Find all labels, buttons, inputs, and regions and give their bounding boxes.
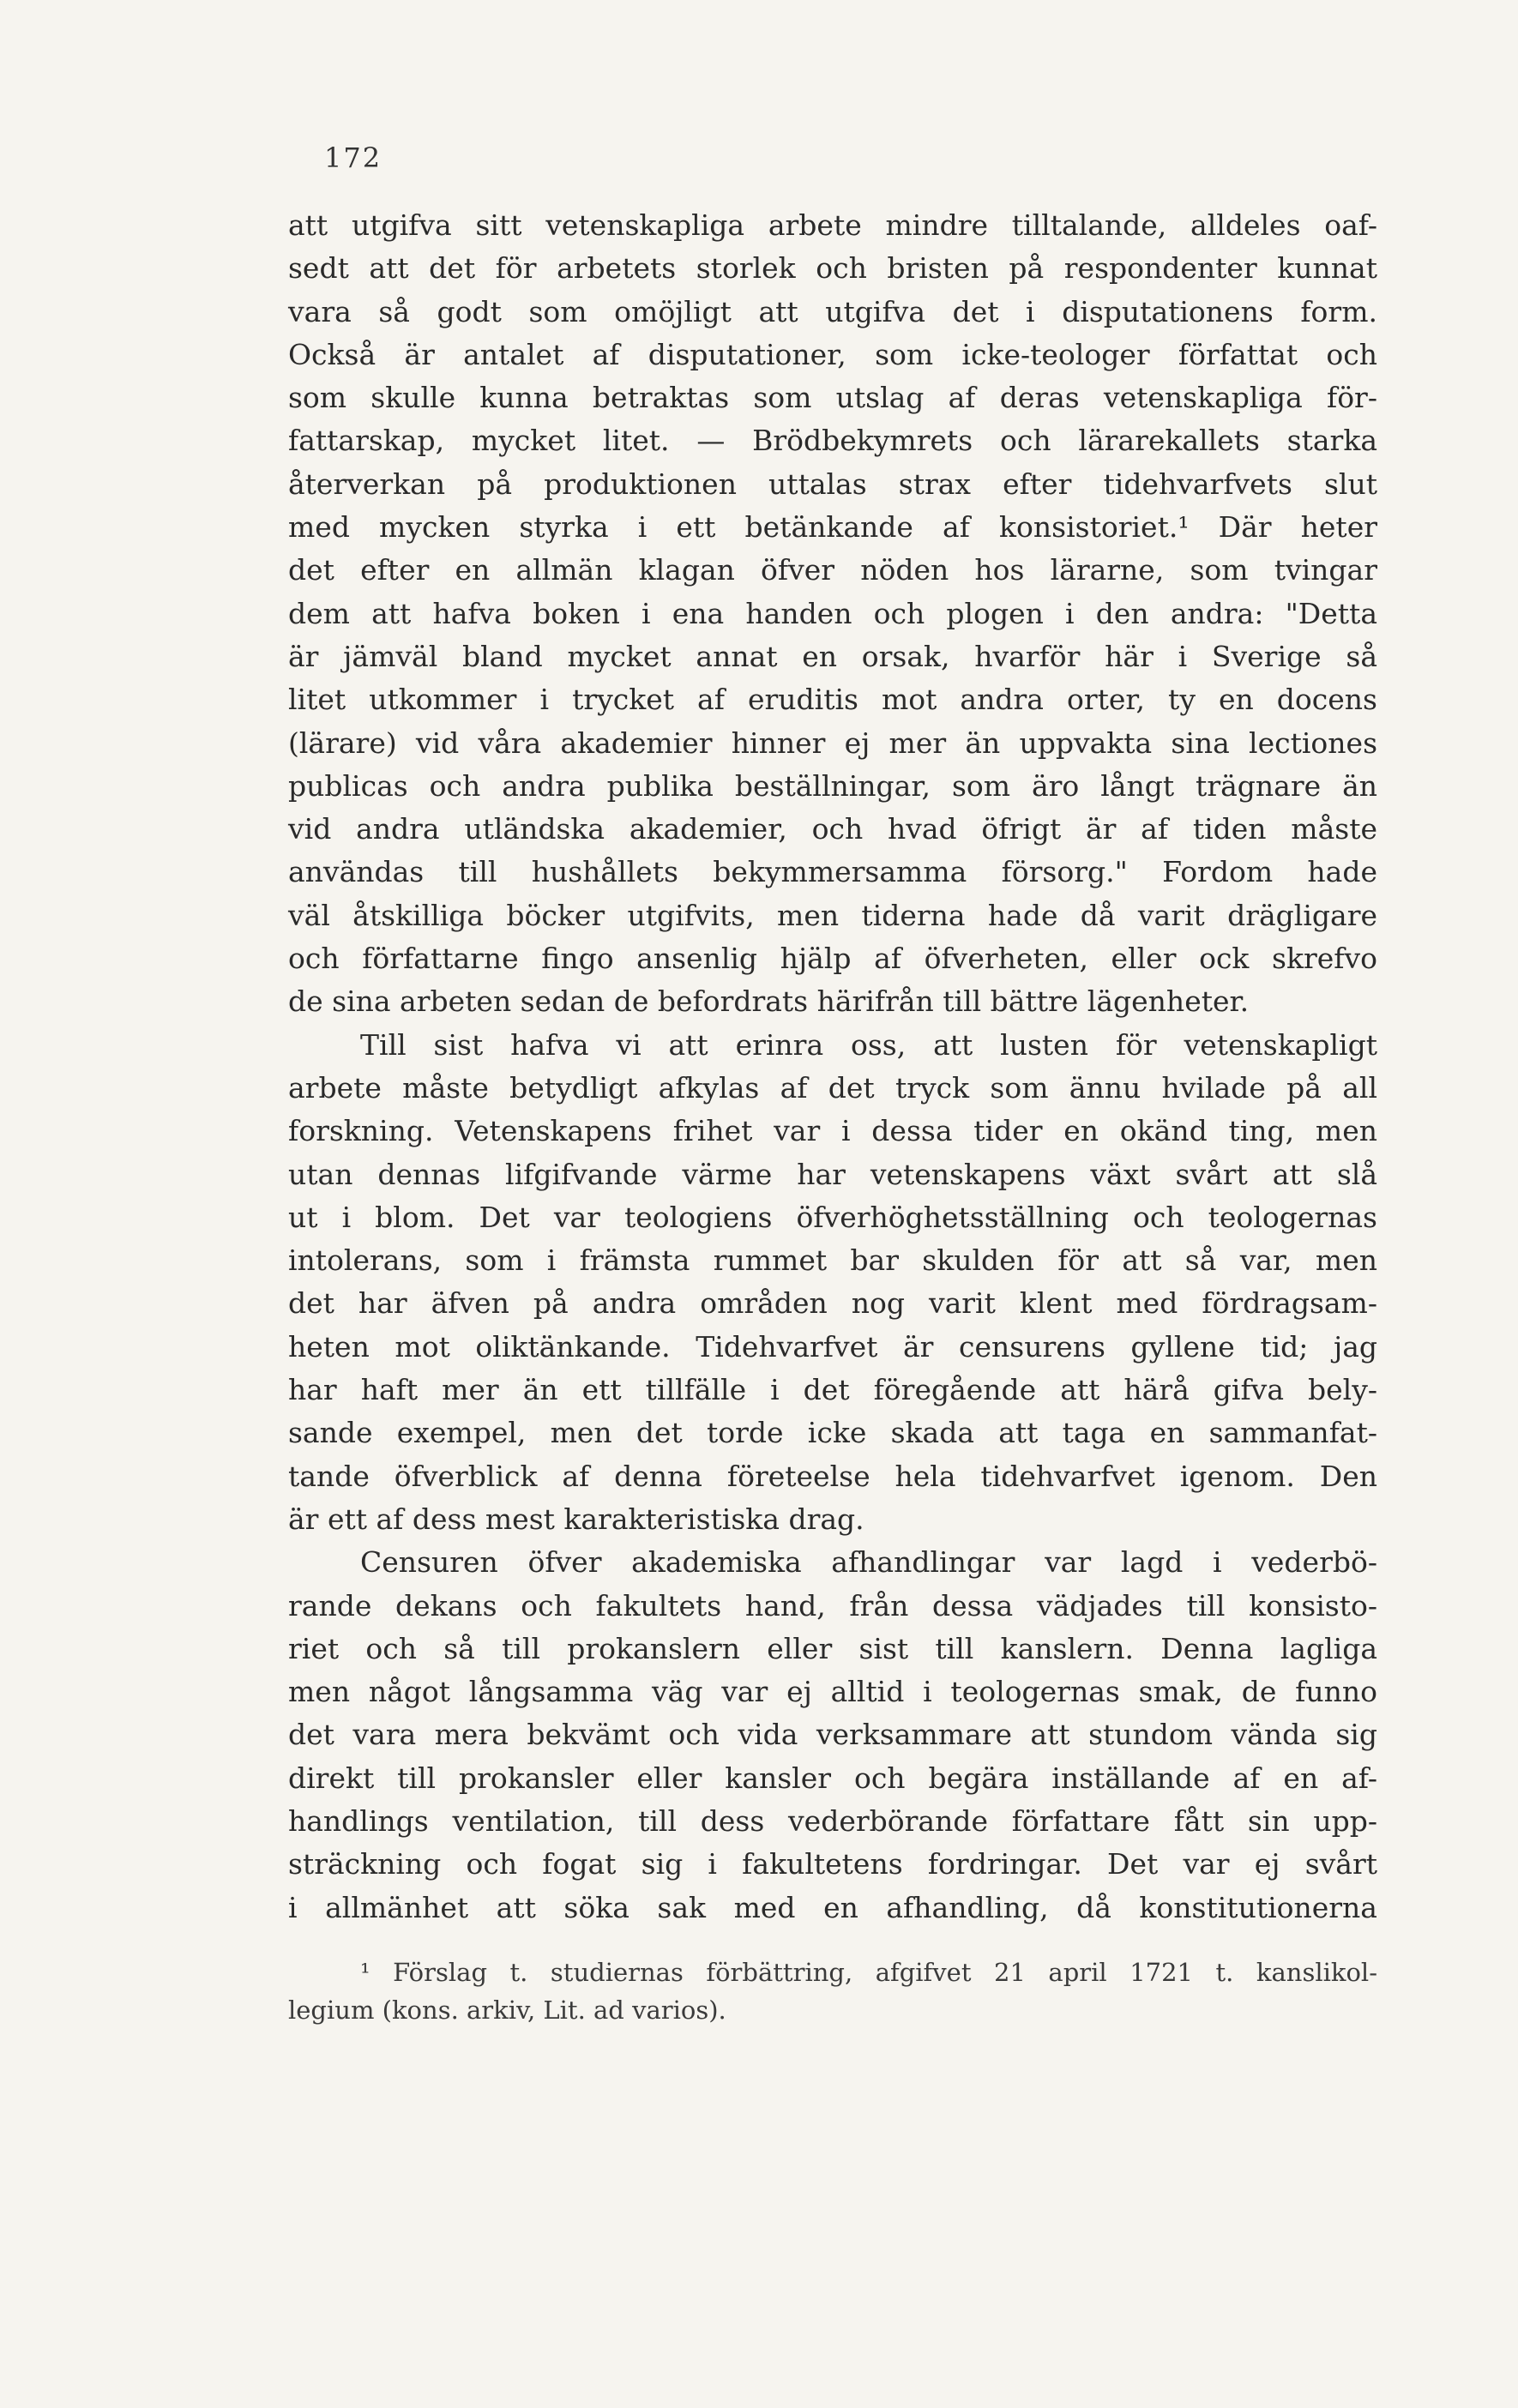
- footnote-line: legium (kons. arkiv, Lit. ad varios).: [288, 1996, 726, 2025]
- text-line: har haft mer än ett tillfälle i det föregående att härå gifva bely-: [288, 1373, 1377, 1407]
- text-line: arbete måste betydligt afkylas af det tryck som ännu hvilade på all: [288, 1070, 1377, 1105]
- text-line: utan dennas lifgifvande värme har vetenskapens växt svårt att slå: [288, 1157, 1377, 1191]
- text-line: är ett af dess mest karakteristiska drag.: [288, 1502, 864, 1536]
- text-line: direkt till prokansler eller kansler och begära inställande af en af-: [288, 1761, 1377, 1795]
- text-line: det vara mera bekvämt och vida verksammare att stundom vända sig: [288, 1718, 1377, 1752]
- text-line: men något långsamma väg var ej alltid i teologernas smak, de funno: [288, 1675, 1377, 1709]
- text-line: forskning. Vetenskapens frihet var i dessa tider en okänd ting, men: [288, 1114, 1377, 1148]
- text-line: i allmänhet att söka sak med en afhandling, då konstitutionerna: [288, 1890, 1377, 1924]
- text-line: Censuren öfver akademiska afhandlingar var lagd i vederbö-: [360, 1545, 1377, 1580]
- text-line: det efter en allmän klagan öfver nöden hos lärarne, som tvingar: [288, 553, 1377, 587]
- text-line: publicas och andra publika beställningar, som äro långt trägnare än: [288, 768, 1377, 803]
- text-line: dem att hafva boken i ena handen och plogen i den andra: "Detta: [288, 596, 1377, 630]
- text-line: vara så godt som omöjligt att utgifva det i disputationens form.: [288, 294, 1377, 328]
- text-line: det har äfven på andra områden nog varit klent med fördragsam-: [288, 1286, 1377, 1321]
- text-line: intolerans, som i främsta rummet bar skulden för att så var, men: [288, 1243, 1377, 1278]
- text-line: Till sist hafva vi att erinra oss, att lusten för vetenskapligt: [360, 1027, 1377, 1062]
- text-line: användas till hushållets bekymmersamma försorg." Fordom hade: [288, 855, 1377, 889]
- text-line: återverkan på produktionen uttalas strax efter tidehvarfvets slut: [288, 467, 1377, 501]
- text-line: fattarskap, mycket litet. — Brödbekymrets och lärarekallets starka: [288, 424, 1377, 458]
- text-line: de sina arbeten sedan de befordrats härifrån till bättre lägenheter.: [288, 984, 1250, 1019]
- text-line: heten mot oliktänkande. Tidehvarfvet är censurens gyllene tid; jag: [288, 1329, 1377, 1364]
- text-line: handlings ventilation, till dess vederbörande författare fått sin upp-: [288, 1803, 1377, 1838]
- text-line: vid andra utländska akademier, och hvad öfrigt är af tiden måste: [288, 812, 1377, 846]
- text-line: med mycken styrka i ett betänkande af konsistoriet.¹ Där heter: [288, 510, 1377, 545]
- body-text: [288, 204, 1377, 1929]
- text-line: och författarne fingo ansenlig hjälp af öfverheten, eller ock skrefvo: [288, 942, 1377, 976]
- footnotes: [288, 1953, 1377, 2029]
- text-line: Också är antalet af disputationer, som icke-teologer författat och: [288, 337, 1377, 371]
- text-line: ut i blom. Det var teologiens öfverhöghetsställning och teologernas: [288, 1200, 1377, 1234]
- text-line: riet och så till prokanslern eller sist till kanslern. Denna lagliga: [288, 1631, 1377, 1665]
- footnote-line: ¹ Förslag t. studiernas förbättring, afgifvet 21 april 1721 t. kanslikol-: [360, 1958, 1377, 1987]
- text-line: att utgifva sitt vetenskapliga arbete mindre tilltalande, alldeles oaf-: [288, 208, 1377, 242]
- page-number: 172: [324, 141, 383, 174]
- text-line: väl åtskilliga böcker utgifvits, men tiderna hade då varit drägligare: [288, 898, 1377, 932]
- text-line: är jämväl bland mycket annat en orsak, hvarför här i Sverige så: [288, 639, 1377, 673]
- text-line: tande öfverblick af denna företeelse hela tidehvarfvet igenom. Den: [288, 1459, 1377, 1493]
- text-line: sträckning och fogat sig i fakultetens fordringar. Det var ej svårt: [288, 1847, 1377, 1881]
- text-line: som skulle kunna betraktas som utslag af deras vetenskapliga för-: [288, 381, 1377, 415]
- text-line: (lärare) vid våra akademier hinner ej mer än uppvakta sina lectiones: [288, 725, 1377, 760]
- text-line: litet utkommer i trycket af eruditis mot andra orter, ty en docens: [288, 683, 1377, 717]
- text-line: sedt att det för arbetets storlek och bristen på respondenter kunnat: [288, 251, 1377, 286]
- text-line: rande dekans och fakultets hand, från dessa vädjades till konsisto-: [288, 1588, 1377, 1622]
- text-line: sande exempel, men det torde icke skada att taga en sammanfat-: [288, 1416, 1377, 1450]
